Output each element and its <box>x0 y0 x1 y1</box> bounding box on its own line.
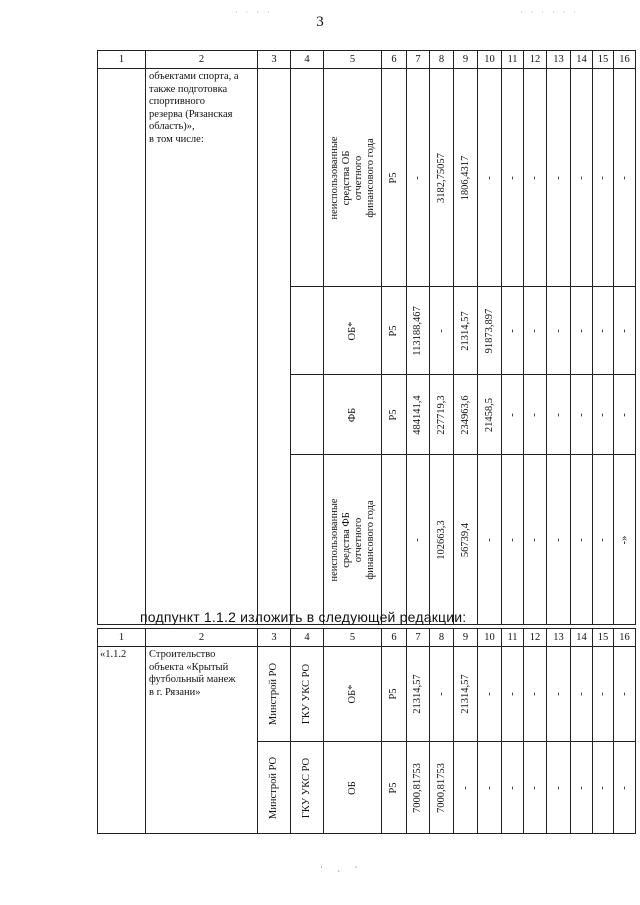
value-cell: - <box>571 742 593 834</box>
value-cell: -» <box>614 455 636 625</box>
value-cell: - <box>407 69 430 287</box>
value-cell: - <box>524 455 547 625</box>
column-number-cell: 14 <box>571 629 593 647</box>
column-number-cell: 5 <box>324 51 382 69</box>
column-number-cell: 9 <box>454 51 478 69</box>
value-cell: - <box>593 69 614 287</box>
value-cell: - <box>524 375 547 455</box>
value-cell: - <box>502 375 524 455</box>
value-cell: - <box>502 647 524 742</box>
funding-source-cell: ОБ* <box>324 647 382 742</box>
participant-cell <box>291 375 324 455</box>
value-cell: - <box>478 455 502 625</box>
executor-cell: Минстрой РО <box>258 742 291 834</box>
participant-cell: ГКУ УКС РО <box>291 742 324 834</box>
column-number-cell: 10 <box>478 51 502 69</box>
column-number-cell: 8 <box>430 629 454 647</box>
column-number-cell: 15 <box>593 629 614 647</box>
column-header-row <box>98 51 636 69</box>
value-cell: - <box>593 647 614 742</box>
column-number-cell: 16 <box>614 51 636 69</box>
value-cell: 484141,4 <box>407 375 430 455</box>
funding-source-cell: ФБ <box>324 375 382 455</box>
value-cell: - <box>524 287 547 375</box>
value-cell: 21314,57 <box>454 647 478 742</box>
value-cell: 7000,81753 <box>430 742 454 834</box>
scan-noise: · · · · <box>235 8 273 17</box>
value-cell: - <box>478 742 502 834</box>
executor-cell: Минстрой РО <box>258 647 291 742</box>
budget-table-subitem <box>97 628 636 834</box>
column-number-cell: 13 <box>547 629 571 647</box>
value-cell: - <box>524 647 547 742</box>
value-cell: 56739,4 <box>454 455 478 625</box>
value-cell: - <box>547 287 571 375</box>
value-cell: - <box>478 647 502 742</box>
funding-source-cell: неиспользованные средства ОБ отчетного финансового года <box>324 69 382 287</box>
value-cell: - <box>547 69 571 287</box>
code-cell <box>382 455 407 625</box>
participant-cell <box>291 287 324 375</box>
executor-cell <box>258 69 291 625</box>
value-cell: - <box>430 647 454 742</box>
value-cell: - <box>502 455 524 625</box>
column-number-cell: 7 <box>407 51 430 69</box>
value-cell: - <box>524 69 547 287</box>
funding-source-cell: ОБ* <box>324 287 382 375</box>
value-cell: - <box>571 375 593 455</box>
value-cell: - <box>547 375 571 455</box>
column-number-cell: 3 <box>258 51 291 69</box>
column-number-cell: 9 <box>454 629 478 647</box>
column-number-cell: 2 <box>146 629 258 647</box>
column-number-cell: 5 <box>324 629 382 647</box>
value-cell: - <box>547 455 571 625</box>
column-number-cell: 10 <box>478 629 502 647</box>
value-cell: 102663,3 <box>430 455 454 625</box>
value-cell: 234963,6 <box>454 375 478 455</box>
column-number-cell: 6 <box>382 629 407 647</box>
column-number-cell: 6 <box>382 51 407 69</box>
funding-source-cell: ОБ <box>324 742 382 834</box>
value-cell: 21458,5 <box>478 375 502 455</box>
column-number-cell: 4 <box>291 629 324 647</box>
column-number-cell: 8 <box>430 51 454 69</box>
value-cell: 3182,75057 <box>430 69 454 287</box>
participant-cell <box>291 69 324 287</box>
column-number-cell: 4 <box>291 51 324 69</box>
value-cell: 1806,4317 <box>454 69 478 287</box>
column-number-cell: 16 <box>614 629 636 647</box>
value-cell: - <box>593 287 614 375</box>
column-number-cell: 1 <box>98 629 146 647</box>
value-cell: - <box>524 742 547 834</box>
value-cell: - <box>502 742 524 834</box>
value-cell: - <box>571 287 593 375</box>
budget-table-continued <box>97 50 636 625</box>
scan-noise: · ˎ · <box>320 862 364 872</box>
column-number-cell: 15 <box>593 51 614 69</box>
value-cell: 21314,57 <box>407 647 430 742</box>
value-cell: - <box>454 742 478 834</box>
value-cell: - <box>571 455 593 625</box>
value-cell: - <box>614 287 636 375</box>
table-row <box>98 69 636 287</box>
row-code-cell: «1.1.2 <box>98 647 146 834</box>
row-name-cell: объектами спорта, а также подготовка спортивного резерва (Рязанская область)», в том числе: <box>146 69 258 625</box>
value-cell: - <box>407 455 430 625</box>
value-cell: - <box>614 742 636 834</box>
value-cell: 91873,897 <box>478 287 502 375</box>
row-name-cell: Строительство объекта «Крытый футбольный манеж в г. Рязани» <box>146 647 258 834</box>
column-number-cell: 13 <box>547 51 571 69</box>
value-cell: - <box>478 69 502 287</box>
value-cell: - <box>593 455 614 625</box>
column-number-cell: 11 <box>502 51 524 69</box>
code-cell: Р5 <box>382 69 407 287</box>
participant-cell <box>291 455 324 625</box>
value-cell: - <box>571 69 593 287</box>
column-number-cell: 3 <box>258 629 291 647</box>
value-cell: - <box>502 287 524 375</box>
value-cell: - <box>547 647 571 742</box>
code-cell: Р5 <box>382 647 407 742</box>
value-cell: 113188,467 <box>407 287 430 375</box>
value-cell: - <box>502 69 524 287</box>
value-cell: - <box>593 742 614 834</box>
value-cell: 21314,57 <box>454 287 478 375</box>
code-cell: Р5 <box>382 287 407 375</box>
value-cell: - <box>571 647 593 742</box>
column-header-row <box>98 629 636 647</box>
value-cell: - <box>614 647 636 742</box>
amendment-instruction: подпункт 1.1.2 изложить в следующей редакции: <box>140 609 467 625</box>
value-cell: 7000,81753 <box>407 742 430 834</box>
code-cell: Р5 <box>382 742 407 834</box>
column-number-cell: 12 <box>524 629 547 647</box>
column-number-cell: 7 <box>407 629 430 647</box>
participant-cell: ГКУ УКС РО <box>291 647 324 742</box>
value-cell: - <box>430 287 454 375</box>
value-cell: - <box>593 375 614 455</box>
column-number-cell: 1 <box>98 51 146 69</box>
column-number-cell: 12 <box>524 51 547 69</box>
column-number-cell: 14 <box>571 51 593 69</box>
value-cell: - <box>614 69 636 287</box>
table-row <box>98 647 636 742</box>
value-cell: 227719,3 <box>430 375 454 455</box>
code-cell: Р5 <box>382 375 407 455</box>
row-code-cell <box>98 69 146 625</box>
column-number-cell: 11 <box>502 629 524 647</box>
column-number-cell: 2 <box>146 51 258 69</box>
value-cell: - <box>614 375 636 455</box>
page-number: 3 <box>316 14 324 30</box>
scan-noise: · · · · · · <box>520 8 579 17</box>
funding-source-cell: неиспользованные средства ФБ отчетного финансового года <box>324 455 382 625</box>
value-cell: - <box>547 742 571 834</box>
